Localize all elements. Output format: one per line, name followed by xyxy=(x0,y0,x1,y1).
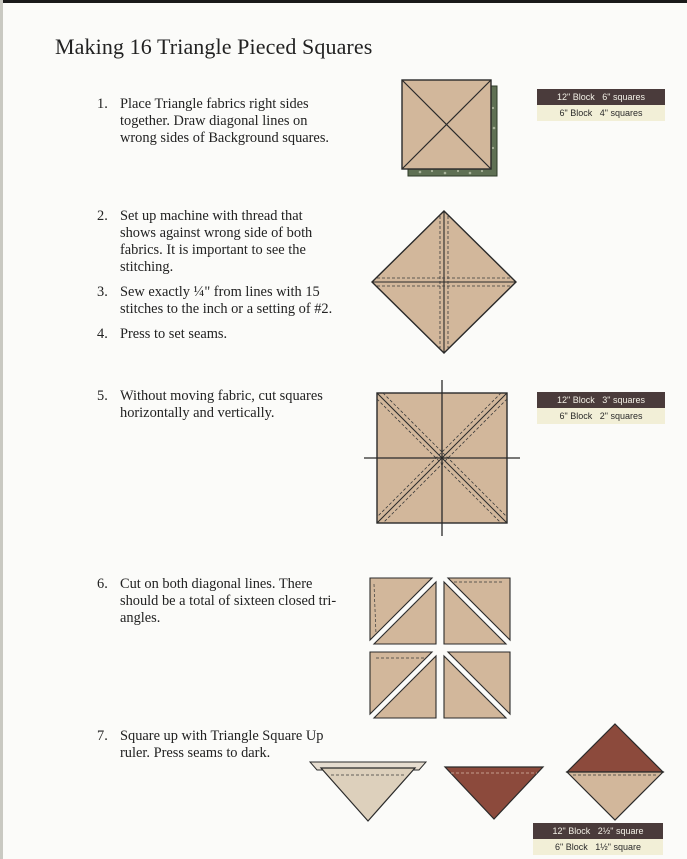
step-4 xyxy=(97,326,357,343)
step-line: Set up machine with thread that xyxy=(120,208,303,224)
chart-row-6-inch: 6" Block 2" squares xyxy=(537,408,665,424)
size-chart-2 xyxy=(537,392,665,424)
step-line: Square up with Triangle Square Up xyxy=(120,728,324,744)
step-number: 4. xyxy=(97,326,108,342)
left-page-edge xyxy=(0,0,3,859)
illustration-sixteen-triangles xyxy=(366,574,518,720)
step-3 xyxy=(97,284,362,318)
step-line: angles. xyxy=(120,610,161,626)
illustration-cut-square xyxy=(364,380,520,536)
step-2 xyxy=(97,208,357,276)
step-line: together. Draw diagonal lines on xyxy=(120,113,308,129)
size-chart-3 xyxy=(533,823,663,855)
step-line: Sew exactly ¼" from lines with 15 xyxy=(120,284,320,300)
step-line: Place Triangle fabrics right sides xyxy=(120,96,309,112)
step-number: 7. xyxy=(97,728,108,744)
illustration-squared-triangle-light xyxy=(307,759,429,823)
page-title: Making 16 Triangle Pieced Squares xyxy=(55,34,373,59)
step-7 xyxy=(97,728,357,762)
top-border xyxy=(0,0,687,3)
step-line: should be a total of sixteen closed tri- xyxy=(120,593,337,609)
step-line: stitching. xyxy=(120,259,174,275)
step-number: 1. xyxy=(97,96,108,112)
step-line: ruler. Press seams to dark. xyxy=(120,745,271,761)
step-line: Cut on both diagonal lines. There xyxy=(120,576,313,592)
step-5 xyxy=(97,388,357,422)
chart-row-6-inch: 6" Block 1½" square xyxy=(533,839,663,855)
step-number: 3. xyxy=(97,284,108,300)
chart-row-6-inch: 6" Block 4" squares xyxy=(537,105,665,121)
illustration-squared-triangle-dark xyxy=(443,763,545,823)
step-6 xyxy=(97,576,357,628)
step-line: fabrics. It is important to see the xyxy=(120,242,306,258)
step-line: Without moving fabric, cut squares xyxy=(120,388,323,404)
step-line: Press to set seams. xyxy=(120,326,228,342)
step-line: horizontally and vertically. xyxy=(120,405,275,421)
step-line: stitches to the inch or a setting of #2. xyxy=(120,301,333,317)
step-number: 2. xyxy=(97,208,108,224)
step-line: shows against wrong side of both xyxy=(120,225,313,241)
step-1 xyxy=(97,96,357,148)
step-line: wrong sides of Background squares. xyxy=(120,130,330,146)
illustration-sewn-diamond xyxy=(371,210,517,354)
step-number: 5. xyxy=(97,388,108,404)
chart-row-12-inch: 12" Block 3" squares xyxy=(537,392,665,408)
step-number: 6. xyxy=(97,576,108,592)
illustration-pressed-square xyxy=(565,722,665,822)
illustration-stacked-squares xyxy=(400,78,500,180)
size-chart-1 xyxy=(537,89,665,121)
chart-row-12-inch: 12" Block 6" squares xyxy=(537,89,665,105)
chart-row-12-inch: 12" Block 2½" square xyxy=(533,823,663,839)
